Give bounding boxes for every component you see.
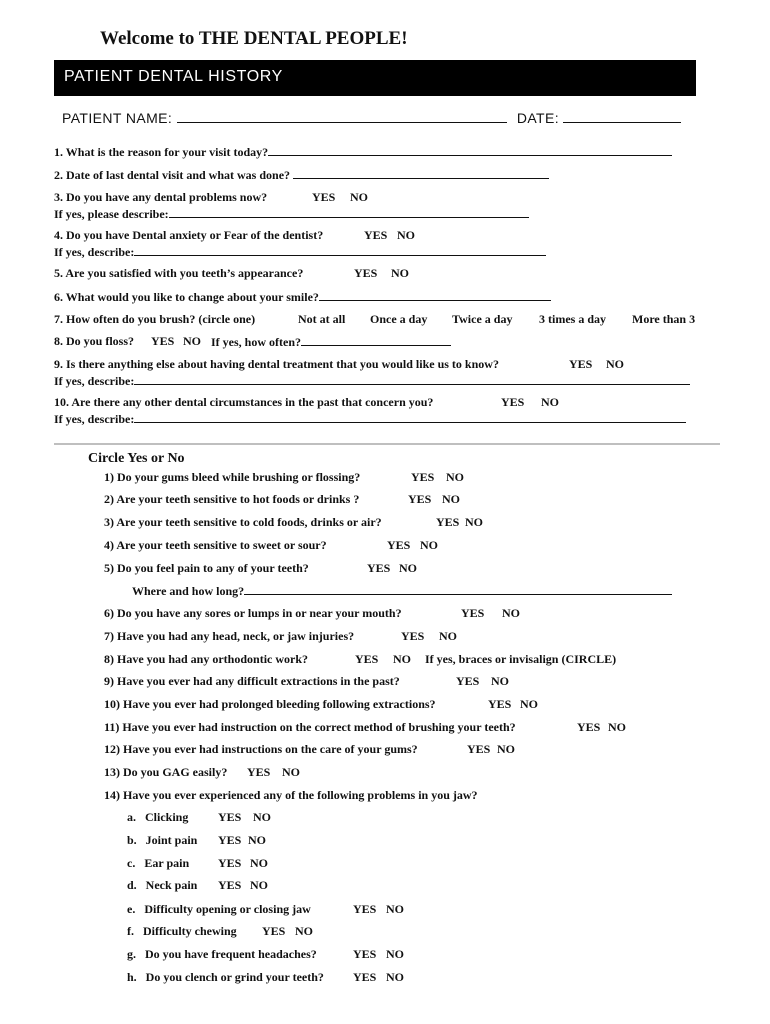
banner-text: PATIENT DENTAL HISTORY [64, 68, 283, 85]
question-9-describe-field[interactable] [134, 373, 690, 385]
circle-item-yes[interactable]: YES [408, 492, 432, 506]
jaw-item-no[interactable]: NO [250, 856, 268, 870]
jaw-item: e. Difficulty opening or closing jaw [127, 902, 311, 916]
question-8-label: 8. Do you floss? [54, 334, 135, 348]
jaw-item-yes[interactable]: YES [218, 856, 242, 870]
jaw-item-no[interactable]: NO [295, 924, 313, 938]
jaw-item-yes[interactable]: YES [262, 924, 286, 938]
circle-item-no[interactable]: NO [502, 606, 520, 620]
jaw-item-yes[interactable]: YES [353, 902, 377, 916]
question-10-no[interactable]: NO [541, 395, 559, 409]
question-9-describe [54, 373, 690, 389]
question-2 [54, 167, 549, 183]
brush-option-3-times-a-day[interactable]: 3 times a day [539, 312, 606, 326]
circle-item-no[interactable]: NO [497, 742, 515, 756]
circle-item-no[interactable]: NO [465, 515, 483, 529]
jaw-item: b. Joint pain [127, 833, 198, 847]
circle-item: 2) Are your teeth sensitive to hot foods or drinks ? [104, 492, 360, 506]
circle-item: 7) Have you had any head, neck, or jaw injuries? [104, 629, 355, 643]
circle-item: 10) Have you ever had prolonged bleeding following extractions? [104, 697, 436, 711]
circle-item-no[interactable]: NO [420, 538, 438, 552]
section-banner [54, 60, 696, 96]
orthodontic-note: If yes, braces or invisalign (CIRCLE) [425, 652, 617, 666]
circle-item-yes[interactable]: YES [401, 629, 425, 643]
jaw-item-no[interactable]: NO [386, 970, 404, 984]
where-how-long-label: Where and how long? [132, 584, 245, 598]
question-4-no[interactable]: NO [397, 228, 415, 242]
circle-item-no[interactable]: NO [282, 765, 300, 779]
circle-item: 8) Have you had any orthodontic work? [104, 652, 309, 666]
question-3-yes[interactable]: YES [312, 190, 336, 204]
brush-option-once-a-day[interactable]: Once a day [370, 312, 428, 326]
question-8-follow-label: If yes, how often? [211, 335, 301, 349]
circle-item: 11) Have you ever had instruction on the correct method of brushing your teeth? [104, 720, 516, 734]
jaw-item: f. Difficulty chewing [127, 924, 237, 938]
circle-item: 6) Do you have any sores or lumps in or near your mouth? [104, 606, 402, 620]
jaw-item-no[interactable]: NO [250, 878, 268, 892]
question-1-label: 1. What is the reason for your visit today? [54, 145, 269, 159]
question-3-no[interactable]: NO [350, 190, 368, 204]
jaw-item-no[interactable]: NO [386, 902, 404, 916]
question-3-describe-field[interactable] [169, 206, 529, 218]
circle-item-no[interactable]: NO [446, 470, 464, 484]
circle-item-yes[interactable]: YES [355, 652, 379, 666]
jaw-item-yes[interactable]: YES [218, 833, 242, 847]
circle-item: 14) Have you ever experienced any of the following problems in you jaw? [104, 788, 478, 802]
question-8-yes[interactable]: YES [151, 334, 175, 348]
question-3-describe-label: If yes, please describe: [54, 207, 169, 221]
question-6 [54, 289, 551, 305]
question-4-yes[interactable]: YES [364, 228, 388, 242]
question-7-label: 7. How often do you brush? (circle one) [54, 312, 256, 326]
question-10-yes[interactable]: YES [501, 395, 525, 409]
circle-item: 1) Do your gums bleed while brushing or flossing? [104, 470, 361, 484]
question-1 [54, 144, 672, 160]
patient-name-row [62, 110, 681, 126]
circle-item-no[interactable]: NO [608, 720, 626, 734]
question-8-follow-field[interactable] [301, 334, 451, 346]
question-4-describe [54, 244, 546, 260]
jaw-item: g. Do you have frequent headaches? [127, 947, 317, 961]
jaw-item: a. Clicking [127, 810, 189, 824]
question-5-no[interactable]: NO [391, 266, 409, 280]
question-8-follow [211, 334, 451, 350]
jaw-item-yes[interactable]: YES [218, 878, 242, 892]
question-10-describe-field[interactable] [134, 411, 686, 423]
circle-item: 4) Are your teeth sensitive to sweet or sour? [104, 538, 327, 552]
question-10-describe [54, 411, 686, 427]
circle-item: 13) Do you GAG easily? [104, 765, 228, 779]
question-6-label: 6. What would you like to change about your smile? [54, 290, 319, 304]
circle-item: 5) Do you feel pain to any of your teeth? [104, 561, 309, 575]
jaw-item-no[interactable]: NO [253, 810, 271, 824]
where-how-long-field[interactable] [244, 583, 672, 595]
circle-item-yes[interactable]: YES [367, 561, 391, 575]
question-5-label: 5. Are you satisfied with you teeth’s appearance? [54, 266, 304, 280]
brush-option-twice-a-day[interactable]: Twice a day [452, 312, 513, 326]
question-4-describe-label: If yes, describe: [54, 245, 135, 259]
question-3-label: 3. Do you have any dental problems now? [54, 190, 268, 204]
date-field[interactable] [563, 111, 681, 123]
circle-item-no[interactable]: NO [399, 561, 417, 575]
question-6-field[interactable] [319, 289, 551, 301]
question-1-field[interactable] [268, 144, 672, 156]
question-9-no[interactable]: NO [606, 357, 624, 371]
date-label: DATE: [516, 110, 560, 126]
brush-option-not-at-all[interactable]: Not at all [298, 312, 346, 326]
circle-item-no[interactable]: NO [439, 629, 457, 643]
where-how-long [132, 583, 672, 599]
circle-yes-no-heading: Circle Yes or No [88, 451, 185, 466]
jaw-item-no[interactable]: NO [248, 833, 266, 847]
circle-item: 12) Have you ever had instructions on the care of your gums? [104, 742, 418, 756]
question-4-label: 4. Do you have Dental anxiety or Fear of the dentist? [54, 228, 324, 242]
question-5-yes[interactable]: YES [354, 266, 378, 280]
circle-item: 9) Have you ever had any difficult extractions in the past? [104, 674, 400, 688]
circle-item-yes[interactable]: YES [387, 538, 411, 552]
circle-item-yes[interactable]: YES [436, 515, 460, 529]
question-3-describe [54, 206, 529, 222]
circle-item-no[interactable]: NO [393, 652, 411, 666]
jaw-item: c. Ear pain [127, 856, 190, 870]
circle-item-yes[interactable]: YES [488, 697, 512, 711]
circle-item-yes[interactable]: YES [577, 720, 601, 734]
welcome-title: Welcome to THE DENTAL PEOPLE! [100, 28, 408, 49]
question-10-label: 10. Are there any other dental circumstances in the past that concern you? [54, 395, 434, 409]
patient-name-label: PATIENT NAME: [62, 110, 173, 126]
question-2-label: 2. Date of last dental visit and what was done? [54, 168, 291, 182]
jaw-item-no[interactable]: NO [386, 947, 404, 961]
circle-item-no[interactable]: NO [491, 674, 509, 688]
brush-option-more-than-3[interactable]: More than 3 [632, 312, 696, 326]
question-2-field[interactable] [293, 167, 549, 179]
circle-item-no[interactable]: NO [520, 697, 538, 711]
question-4-describe-field[interactable] [134, 244, 546, 256]
jaw-item-yes[interactable]: YES [218, 810, 242, 824]
circle-item-yes[interactable]: YES [461, 606, 485, 620]
circle-item-yes[interactable]: YES [411, 470, 435, 484]
question-10-describe-label: If yes, describe: [54, 412, 135, 426]
circle-item-yes[interactable]: YES [467, 742, 491, 756]
jaw-item: h. Do you clench or grind your teeth? [127, 970, 324, 984]
question-9-yes[interactable]: YES [569, 357, 593, 371]
jaw-item: d. Neck pain [127, 878, 198, 892]
question-9-label: 9. Is there anything else about having dental treatment that you would like us to know? [54, 357, 499, 371]
question-8-no[interactable]: NO [183, 334, 201, 348]
jaw-item-yes[interactable]: YES [353, 947, 377, 961]
section-divider [54, 443, 720, 445]
jaw-item-yes[interactable]: YES [353, 970, 377, 984]
circle-item-yes[interactable]: YES [247, 765, 271, 779]
circle-item-no[interactable]: NO [442, 492, 460, 506]
circle-item-yes[interactable]: YES [456, 674, 480, 688]
patient-name-field[interactable] [177, 111, 507, 123]
question-9-describe-label: If yes, describe: [54, 374, 135, 388]
circle-item: 3) Are your teeth sensitive to cold foods, drinks or air? [104, 515, 382, 529]
